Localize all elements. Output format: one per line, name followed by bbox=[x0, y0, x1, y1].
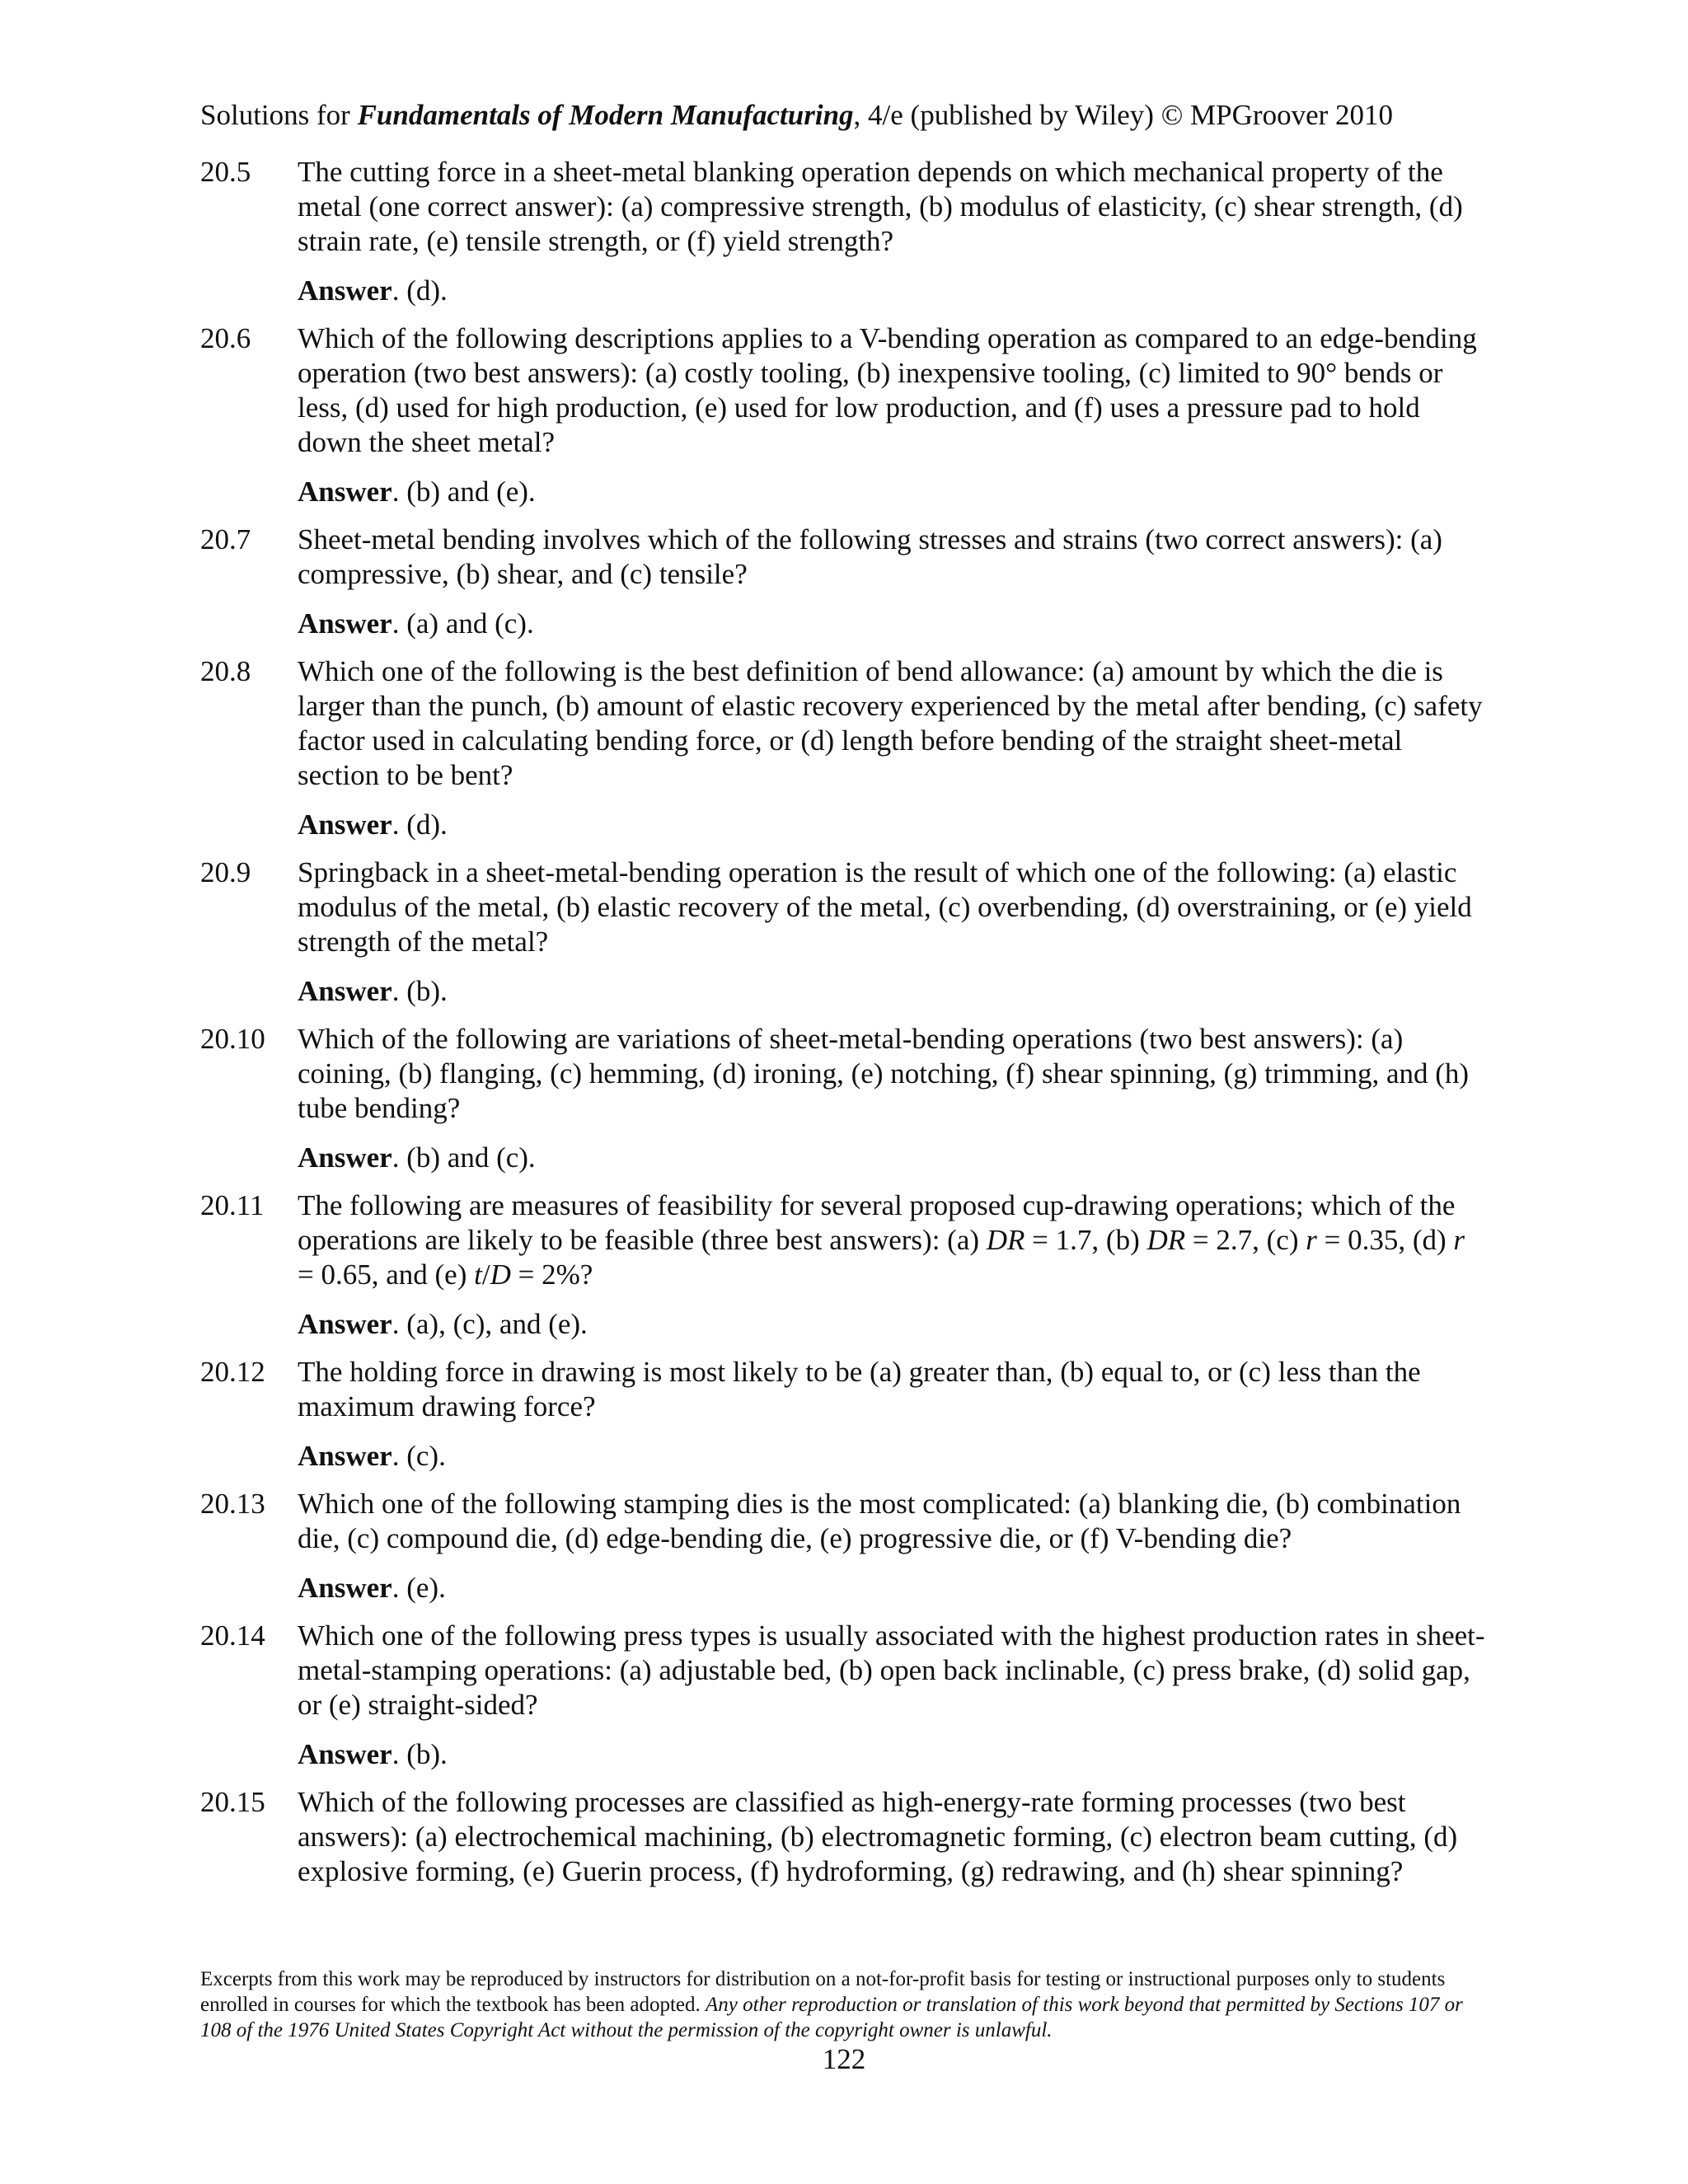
text-run: = 1.7, (b) bbox=[1025, 1224, 1147, 1256]
question-text: Which of the following are variations of sheet-metal-bending operations (two best answers): (a) coining, (b) flanging, (c) hemming, (d) ironing, (e) notching, (f) shear spinning, (g) trimming, and (h) tube bending? bbox=[298, 1023, 1470, 1124]
answer-value: . (b) and (c). bbox=[392, 1141, 536, 1174]
question-item bbox=[200, 1355, 1486, 1474]
question-item bbox=[200, 523, 1486, 641]
answer-value: . (b). bbox=[392, 975, 448, 1007]
question-text: Which one of the following is the best definition of bend allowance: (a) amount by which the die is larger than the punch, (b) amount of elastic recovery experienced by the metal after bending, (c) safety factor used in calculating bending force, or (d) length before bending of the straight sheet-metal section to be bent? bbox=[298, 655, 1483, 791]
text-run: = 0.65, and (e) bbox=[298, 1258, 475, 1291]
math-var-r: r bbox=[1453, 1224, 1465, 1256]
answer-label: Answer bbox=[298, 1572, 392, 1604]
question-text: Sheet-metal bending involves which of the following stresses and strains (two correct answers): (a) compressive, (b) shear, and (c) tensile? bbox=[298, 523, 1442, 590]
question-number: 20.15 bbox=[200, 1786, 265, 1818]
question-text: Which one of the following stamping dies is the most complicated: (a) blanking die, (b) combination die, (c) compound die, (d) edge-bending die, (e) progressive die, or (f) V-bending die? bbox=[298, 1488, 1461, 1554]
question-text: Which of the following descriptions applies to a V-bending operation as compared to an edge-bending operation (two best answers): (a) costly tooling, (b) inexpensive tooling, (c) limited to 90° bends or less, (d) used for high production, (e) used for low production, and (f) uses a pressure pad to hold down the sheet metal? bbox=[298, 322, 1477, 458]
math-var-t: t bbox=[474, 1258, 482, 1291]
header-prefix: Solutions for bbox=[200, 99, 358, 131]
answer-value: . (a) and (c). bbox=[392, 607, 534, 640]
answer-value: . (b) and (e). bbox=[392, 476, 536, 508]
question-item bbox=[200, 1619, 1486, 1772]
answer-label: Answer bbox=[298, 476, 392, 508]
header-suffix: , 4/e (published by Wiley) © MPGroover 2010 bbox=[853, 99, 1394, 131]
math-var-r: r bbox=[1306, 1224, 1317, 1256]
math-var-dr: DR bbox=[1146, 1224, 1186, 1256]
text-run: = 0.35, (d) bbox=[1316, 1224, 1454, 1256]
question-item bbox=[200, 1487, 1486, 1605]
question-text: Which of the following processes are classified as high-energy-rate forming processes (two best answers): (a) electrochemical machining, (b) electromagnetic forming, (c) electron beam cutting, (d) explosive forming, (e) Guerin process, (f) hydroforming, (g) redrawing, and (h) shear spinning? bbox=[298, 1786, 1458, 1887]
question-text: Springback in a sheet-metal-bending operation is the result of which one of the following: (a) elastic modulus of the metal, (b) elastic recovery of the metal, (c) overbending, (d) overstraining, or (e) yield strength of the metal? bbox=[298, 856, 1472, 958]
answer-value: . (a), (c), and (e). bbox=[392, 1308, 588, 1340]
book-title: Fundamentals of Modern Manufacturing bbox=[357, 99, 854, 131]
question-text: The cutting force in a sheet-metal blanking operation depends on which mechanical property of the metal (one correct answer): (a) compressive strength, (b) modulus of elasticity, (c) shear strength, (d) strain rate, (e) tensile strength, or (f) yield strength? bbox=[298, 156, 1463, 257]
question-item bbox=[200, 855, 1486, 1009]
answer-line bbox=[298, 1307, 1486, 1342]
question-text bbox=[298, 1188, 1486, 1292]
answer-line bbox=[298, 1571, 1486, 1605]
question-number: 20.6 bbox=[200, 322, 251, 354]
text-run: = 2.7, (c) bbox=[1185, 1224, 1306, 1256]
answer-line bbox=[298, 1439, 1486, 1474]
page-header bbox=[200, 97, 1393, 134]
answer-label: Answer bbox=[298, 1308, 392, 1340]
answer-value: . (c). bbox=[392, 1440, 446, 1472]
question-text: The holding force in drawing is most likely to be (a) greater than, (b) equal to, or (c) less than the maximum drawing force? bbox=[298, 1356, 1421, 1422]
footer-italic-text: Any other reproduction or translation of this work beyond that permitted by Sections 107 or 108 of the 1976 United States Copyright Act without the permission of the copyright owner is unlawful. bbox=[200, 1994, 1463, 2041]
answer-label: Answer bbox=[298, 1141, 392, 1174]
text-run: / bbox=[481, 1258, 490, 1291]
question-text: Which one of the following press types is usually associated with the highest production rates in sheet-metal-stamping operations: (a) adjustable bed, (b) open back inclinable, (c) press brake, (d) solid gap, or (e) straight-sided? bbox=[298, 1619, 1485, 1721]
answer-line bbox=[298, 1141, 1486, 1175]
answer-line bbox=[298, 607, 1486, 641]
answer-label: Answer bbox=[298, 808, 392, 841]
answer-value: . (d). bbox=[392, 274, 448, 307]
answer-label: Answer bbox=[298, 607, 392, 640]
text-run: = 2%? bbox=[510, 1258, 593, 1291]
answer-label: Answer bbox=[298, 1738, 392, 1770]
answer-line bbox=[298, 1737, 1486, 1772]
answer-label: Answer bbox=[298, 274, 392, 307]
question-item bbox=[200, 321, 1486, 509]
answer-line bbox=[298, 974, 1486, 1009]
question-item bbox=[200, 1785, 1486, 1889]
question-number: 20.11 bbox=[200, 1189, 265, 1221]
question-number: 20.5 bbox=[200, 156, 251, 188]
answer-label: Answer bbox=[298, 975, 392, 1007]
question-item bbox=[200, 654, 1486, 842]
page-number: 122 bbox=[822, 2043, 866, 2075]
text-run: The following are measures of feasibility for several proposed cup-drawing operations; which of the operations are likely to be feasible (three best answers): (a) bbox=[298, 1189, 1456, 1256]
answer-value: . (b). bbox=[392, 1738, 448, 1770]
question-item bbox=[200, 1022, 1486, 1175]
question-item bbox=[200, 155, 1486, 308]
question-number: 20.13 bbox=[200, 1488, 265, 1520]
question-number: 20.9 bbox=[200, 856, 251, 888]
question-number: 20.10 bbox=[200, 1023, 265, 1055]
answer-line bbox=[298, 475, 1486, 509]
question-number: 20.8 bbox=[200, 655, 251, 687]
math-var-dr: DR bbox=[986, 1224, 1025, 1256]
question-number: 20.12 bbox=[200, 1356, 265, 1388]
question-item bbox=[200, 1188, 1486, 1342]
copyright-footer bbox=[200, 1966, 1486, 2043]
answer-label: Answer bbox=[298, 1440, 392, 1472]
question-list bbox=[200, 155, 1486, 1902]
footer-text: Excerpts from this work may be reproduced by instructors for distribution on a not-for-profit basis for testing or instructional purposes only to students enrolled in courses for which the textbook has been adopted. bbox=[200, 1968, 1446, 2016]
answer-line bbox=[298, 808, 1486, 842]
math-var-d: D bbox=[490, 1258, 511, 1291]
question-number: 20.14 bbox=[200, 1619, 265, 1652]
answer-value: . (e). bbox=[392, 1572, 446, 1604]
answer-line bbox=[298, 274, 1486, 308]
answer-value: . (d). bbox=[392, 808, 448, 841]
question-number: 20.7 bbox=[200, 523, 251, 555]
